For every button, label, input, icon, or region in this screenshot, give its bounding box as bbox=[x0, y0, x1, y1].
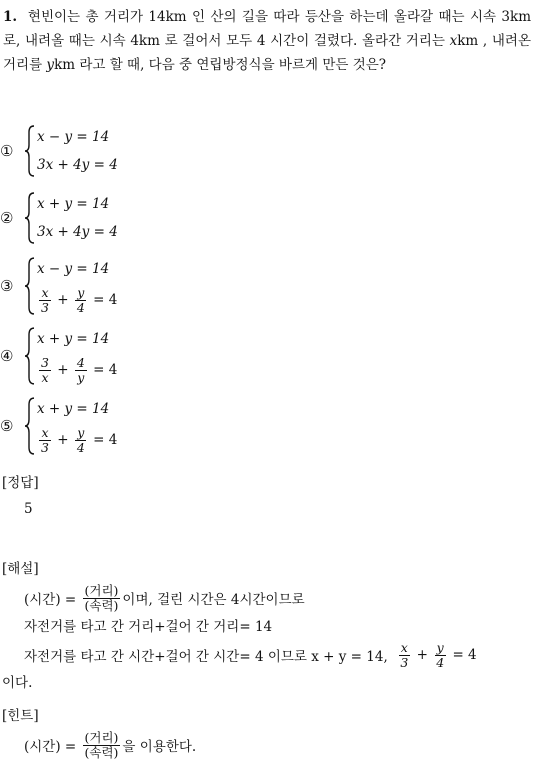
fraction: $\frac{\text{(거리)}}{\text{(속력)}}$ bbox=[84, 729, 119, 760]
equation-1: x + y = 14 bbox=[37, 196, 110, 212]
explanation-label: [해설] bbox=[2, 561, 39, 577]
fraction: $\frac{3}{x}$ bbox=[41, 354, 49, 385]
option-number: ⑤ bbox=[0, 417, 14, 435]
equation-2: $\frac{x}{3}$ + $\frac{y}{4}$ = 4 bbox=[41, 284, 118, 315]
option-number: ③ bbox=[0, 277, 14, 295]
var-x: x bbox=[449, 33, 458, 49]
brace-icon bbox=[24, 192, 36, 244]
rhs: = 4 bbox=[93, 432, 118, 448]
fraction: $\frac{y}{4}$ bbox=[76, 284, 85, 315]
rhs: = 4 bbox=[93, 362, 118, 378]
fraction: $\frac{x}{3}$ bbox=[400, 639, 409, 670]
fraction: $\frac{y}{4}$ bbox=[436, 639, 445, 670]
equation-2: $\frac{3}{x}$ + $\frac{4}{y}$ = 4 bbox=[41, 354, 118, 385]
fraction: $\frac{y}{4}$ bbox=[76, 424, 85, 455]
equation-2: 3x + 4y = 4 bbox=[37, 224, 118, 240]
explanation-line-4: 이다. bbox=[2, 675, 33, 691]
answer-label: [정답] bbox=[2, 475, 39, 491]
fraction: $\frac{4}{y}$ bbox=[76, 354, 85, 385]
equation-1: x + y = 14 bbox=[37, 401, 110, 417]
hint-section bbox=[2, 703, 532, 761]
question-text bbox=[3, 5, 531, 77]
equation-1: x − y = 14 bbox=[37, 261, 110, 277]
question-part-a: 현빈이는 총 거리가 14km 인 산의 길을 따라 등산을 하는데 올라갈 때는 시속 3km 로, 내려올 때는 시속 4km 로 걸어서 모두 4 시간이 걸렸다. 올라간 거리는 bbox=[3, 9, 531, 49]
hint-line: (시간) = $\frac{\text{(거리)}}{\text{(속력)}}$ 을 이용한다. bbox=[24, 729, 197, 760]
answer-section bbox=[2, 470, 39, 522]
fraction: $\frac{x}{3}$ bbox=[41, 284, 49, 315]
brace-icon bbox=[24, 257, 36, 315]
fraction: $\frac{\text{(거리)}}{\text{(속력)}}$ bbox=[84, 582, 119, 613]
option-number: ④ bbox=[0, 347, 14, 365]
fraction: $\frac{x}{3}$ bbox=[41, 424, 49, 455]
rhs: = 4 bbox=[93, 292, 118, 308]
question-part-b: km , 내려온 거리를 bbox=[3, 33, 531, 73]
explanation-line-1: (시간) = $\frac{\text{(거리)}}{\text{(속력)}}$ 이며, 걸린 시간은 4시간이므로 bbox=[24, 582, 305, 613]
option-number: ① bbox=[0, 142, 14, 160]
hint-label: [힌트] bbox=[2, 708, 39, 724]
explanation-line-2: 자전거를 타고 간 거리+걸어 간 거리= 14 bbox=[24, 619, 273, 635]
brace-icon bbox=[24, 397, 36, 455]
brace-icon bbox=[24, 327, 36, 385]
var-y: y bbox=[46, 57, 55, 73]
question-number: 1. bbox=[3, 9, 18, 25]
question-part-c: km 라고 할 때, 다음 중 연립방정식을 바르게 만든 것은? bbox=[54, 57, 387, 73]
option-number: ② bbox=[0, 209, 14, 227]
equation-2: $\frac{x}{3}$ + $\frac{y}{4}$ = 4 bbox=[41, 424, 118, 455]
equation-2: 3x + 4y = 4 bbox=[37, 157, 118, 173]
equation-1: x − y = 14 bbox=[37, 129, 110, 145]
equation-1: x + y = 14 bbox=[37, 331, 110, 347]
brace-icon bbox=[24, 125, 36, 177]
answer-value: 5 bbox=[24, 501, 33, 517]
explanation-section bbox=[2, 556, 532, 696]
explanation-line-3: 자전거를 타고 간 시간+걸어 간 시간= 4 이므로 x + y = 14, $\frac{x}{3}$ + $\frac{y}{4}$ = 4 bbox=[24, 639, 477, 670]
